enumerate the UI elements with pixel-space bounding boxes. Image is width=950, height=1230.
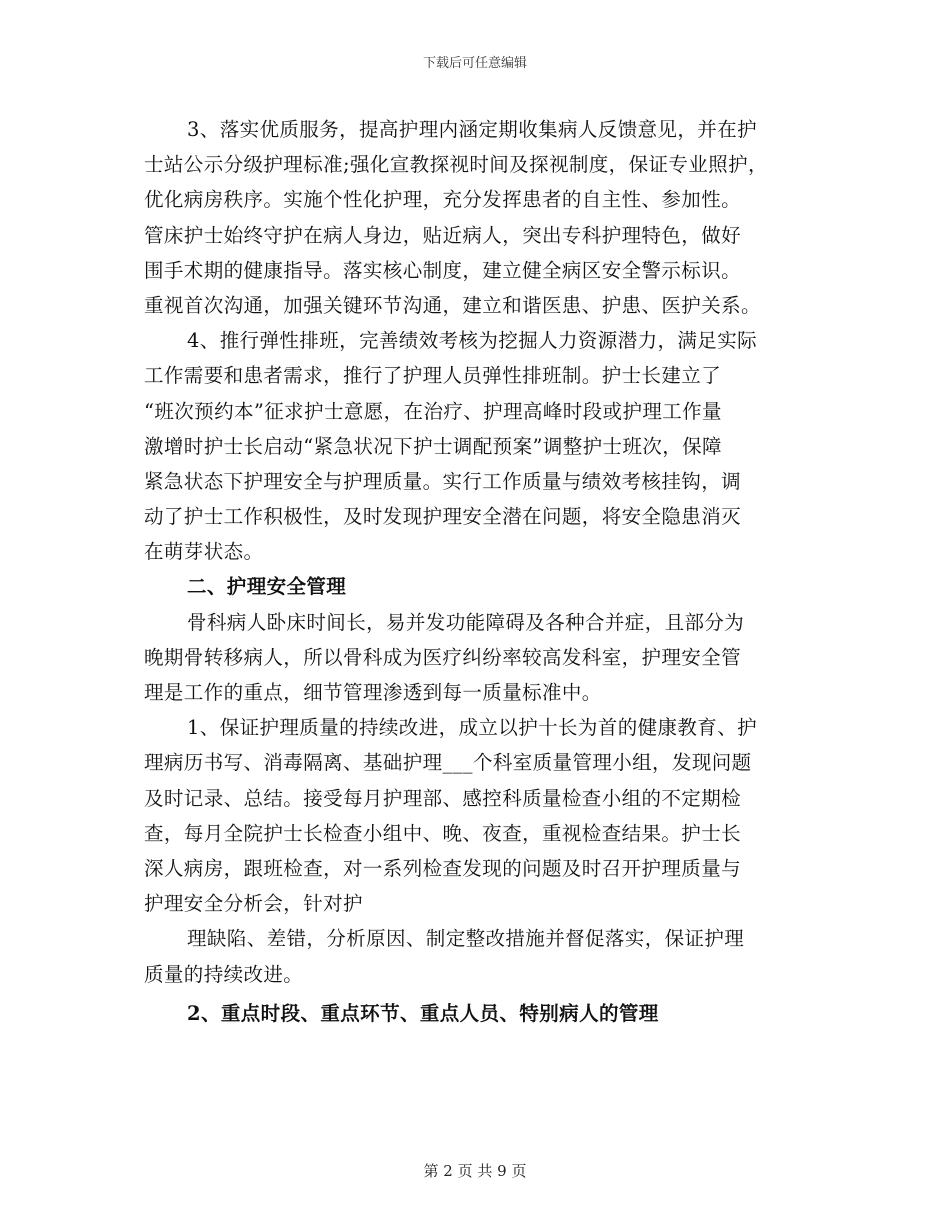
text-line: 护理安全分析会，针对护: [144, 892, 363, 916]
text-line: 理缺陷、差错，分析原因、制定整改措施并督促落实，保证护理: [187, 927, 745, 951]
text-line: 激增时护士长启动“紧急状况下护士调配预案”调整护士班次，保障: [144, 434, 722, 458]
page-footer: 第 2 页 共 9 页: [423, 1162, 527, 1180]
section-heading: 2、重点时段、重点环节、重点人员、特别病人的管理: [187, 1001, 659, 1025]
text-line: 及时记录、总结。接受每月护理部、感控科质量检查小组的不定期检: [144, 786, 742, 810]
text-line: 工作需要和患者需求，推行了护理人员弹性排班制。护士长建立了: [144, 364, 722, 388]
text-line: 重视首次沟通，加强关键环节沟通，建立和谐医患、护患、医护关系。: [144, 293, 761, 317]
text-line: 骨科病人卧床时间长，易并发功能障碍及各种合并症，且部分为: [187, 610, 745, 634]
text-line: 士站公示分级护理标准;强化宣教探视时间及探视制度，保证专业照护，: [144, 153, 768, 177]
text-line: 动了护士工作积极性，及时发现护理安全潜在问题，将安全隐患消灭: [144, 505, 742, 529]
text-line: 1、保证护理质量的持续改进，成立以护十长为首的健康教育、护: [187, 716, 758, 740]
text-line: 3、落实优质服务，提高护理内涵定期收集病人反馈意见，并在护: [187, 118, 758, 141]
text-line: “班次预约本”征求护士意愿，在治疗、护理高峰时段或护理工作量: [144, 399, 722, 423]
text-line: 管床护士始终守护在病人身边，贴近病人，突出专科护理特色，做好: [144, 223, 742, 247]
text-line: 理是工作的重点，细节管理渗透到每一质量标准中。: [144, 681, 602, 704]
text-line: 理病历书写、消毒隔离、基础护理___个科室质量管理小组，发现问题: [144, 751, 752, 775]
text-line: 在萌芽状态。: [144, 540, 264, 564]
text-line: 查，每月全院护士长检查小组中、晚、夜查，重视检查结果。护士长: [144, 821, 742, 845]
text-line: 4、推行弹性排班，完善绩效考核为挖掘人力资源潜力，满足实际: [187, 329, 758, 353]
text-line: 晚期骨转移病人，所以骨科成为医疗纠纷率较高发科室，护理安全管: [144, 645, 742, 669]
text-line: 深人病房，跟班检查，对一系列检查发现的问题及时召开护理质量与: [144, 856, 742, 880]
text-line: 紧急状态下护理安全与护理质量。实行工作质量与绩效考核挂钩，调: [144, 469, 742, 493]
document-body: [144, 112, 814, 1031]
text-line: 优化病房秩序。实施个性化护理，充分发挥患者的自主性、参加性。: [144, 188, 742, 212]
section-heading: 二、护理安全管理: [187, 575, 347, 599]
page-header: 下载后可任意编辑: [422, 56, 527, 71]
text-line: 质量的持续改进。: [144, 962, 304, 986]
text-line: 围手术期的健康指导。落实核心制度，建立健全病区安全警示标识。: [144, 258, 742, 282]
